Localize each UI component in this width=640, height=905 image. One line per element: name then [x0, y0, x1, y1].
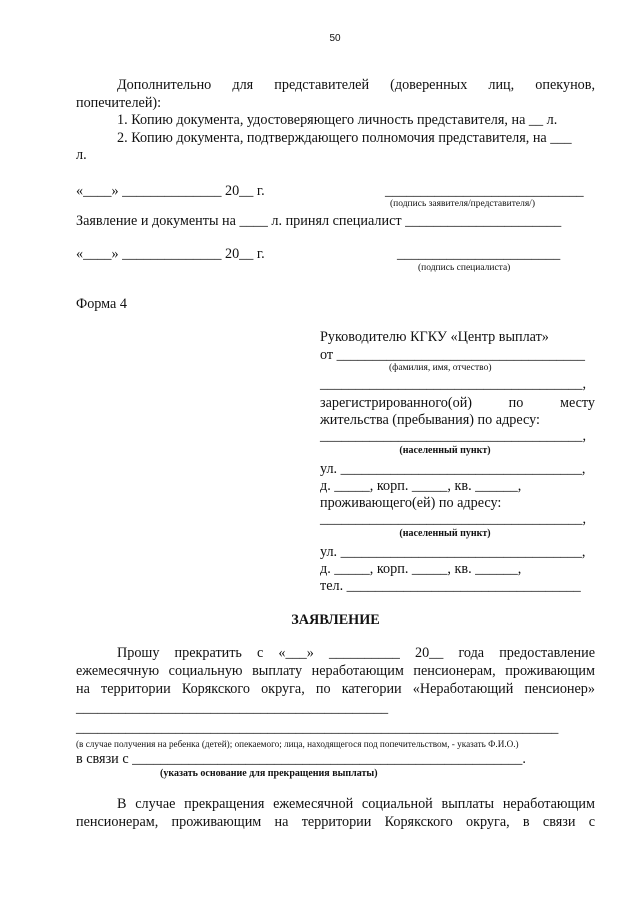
statement-title: ЗАЯВЛЕНИЕ [291, 612, 380, 628]
statement-blank-line-1: ____________________________________________ [76, 700, 389, 716]
addressee-to: Руководителю КГКУ «Центр выплат» [320, 329, 549, 345]
applicant-signature-caption: (подпись заявителя/представителя/) [390, 199, 535, 209]
specialist-signature-caption: (подпись специалиста) [418, 263, 511, 273]
statement-para-2-line-2: пенсионерам, проживающим на территории Корякского округа, в связи с [76, 814, 595, 830]
residing-address-line: _____________________________________, [320, 511, 587, 527]
statement-blank-line-2: ____________________________________________________________________ [76, 720, 559, 736]
fio-caption: (фамилия, имя, отчество) [389, 363, 492, 373]
applicant-signature-line: ____________________________ [385, 183, 584, 199]
specialist-signature-line: _______________________ [397, 246, 561, 262]
applicant-date-field: «____» ______________ 20__ г. [76, 183, 265, 199]
representatives-item-1: 1. Копию документа, удостоверяющего личность представителя, на __ л. [117, 112, 558, 128]
child-caption: (в случае получения на ребенка (детей); опекаемого; лица, находящегося под попечительством, - указать Ф.И.О.) [76, 739, 519, 749]
residing-text: проживающего(ей) по адресу: [320, 495, 502, 511]
accepted-by-specialist-line: Заявление и документы на ____ л. принял специалист ______________________ [76, 213, 562, 229]
representatives-intro: Дополнительно для представителей (доверенных лиц, опекунов, [117, 77, 595, 93]
form-label: Форма 4 [76, 296, 127, 312]
locality-caption-1: (населенный пункт) [399, 445, 491, 456]
representatives-item-2: 2. Копию документа, подтверждающего полномочия представителя, на ___ [117, 130, 572, 146]
locality-caption-2: (населенный пункт) [399, 528, 491, 539]
page-number: 50 [329, 33, 341, 44]
registered-text: зарегистрированного(ой) по месту [320, 395, 595, 411]
representatives-intro-cont: попечителей): [76, 95, 162, 111]
reason-line: в связи с _______________________________________________________. [76, 751, 526, 767]
registered-street-line: ул. __________________________________, [320, 461, 586, 477]
addressee-blank-line: _____________________________________, [320, 376, 587, 392]
phone-line: тел. _________________________________ [320, 578, 581, 594]
residing-street-line: ул. __________________________________, [320, 544, 586, 560]
reason-caption: (указать основание для прекращения выплаты) [160, 768, 378, 779]
registered-address-line: _____________________________________, [320, 428, 587, 444]
statement-para-2-line-1: В случае прекращения ежемесячной социальной выплаты неработающим [117, 796, 595, 812]
residing-house-line: д. _____, корп. _____, кв. ______, [320, 561, 522, 577]
registered-house-line: д. _____, корп. _____, кв. ______, [320, 478, 522, 494]
addressee-from-line: от ___________________________________ [320, 347, 585, 363]
specialist-date-field: «____» ______________ 20__ г. [76, 246, 265, 262]
statement-line-3: на территории Корякского округа, по категории «Неработающий пенсионер» [76, 681, 595, 697]
registered-text-cont: жительства (пребывания) по адресу: [320, 412, 540, 428]
statement-line-1: Прошу прекратить с «___» __________ 20__ года предоставление [117, 645, 595, 661]
representatives-item-2-cont: л. [76, 147, 87, 163]
statement-line-2: ежемесячную социальную выплату неработающим пенсионерам, проживающим [76, 663, 595, 679]
